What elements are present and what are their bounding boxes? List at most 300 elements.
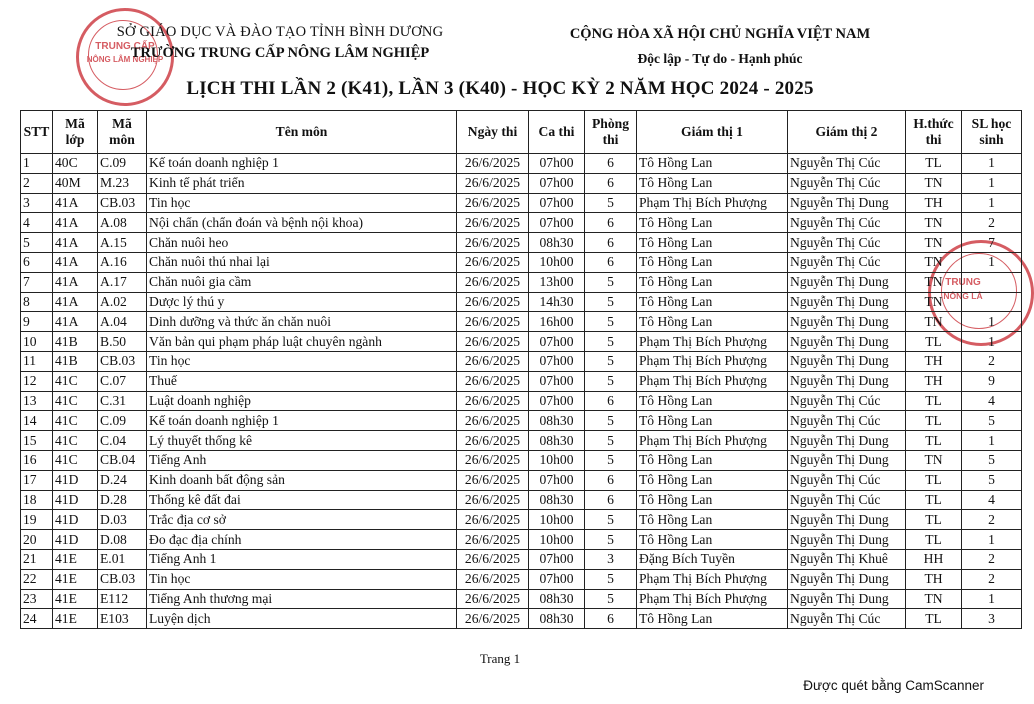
col-header-stt: STT (21, 111, 53, 154)
cell-subject-code: A.08 (98, 213, 147, 233)
cell-exam-date: 26/6/2025 (457, 450, 529, 470)
cell-proctor-1: Tô Hồng Lan (637, 312, 788, 332)
col-header-student-count: SL học sinh (962, 111, 1022, 154)
cell-proctor-2: Nguyễn Thị Dung (788, 431, 906, 451)
page-number: Trang 1 (479, 651, 521, 666)
cell-student-count: 1 (962, 173, 1022, 193)
cell-stt: 22 (21, 569, 53, 589)
cell-stt: 24 (21, 609, 53, 629)
cell-subject-name: Chăn nuôi gia cầm (147, 272, 457, 292)
cell-student-count: 2 (962, 549, 1022, 569)
cell-room: 5 (585, 569, 637, 589)
table-row (21, 470, 1022, 490)
cell-subject-name: Tiếng Anh (147, 450, 457, 470)
cell-subject-name: Chăn nuôi thú nhai lại (147, 252, 457, 272)
seal-right-text-1: TRUNG (945, 277, 981, 288)
cell-proctor-1: Tô Hồng Lan (637, 213, 788, 233)
cell-proctor-1: Tô Hồng Lan (637, 470, 788, 490)
cell-exam-format: TN (906, 233, 962, 253)
cell-session: 16h00 (529, 312, 585, 332)
table-row (21, 272, 1022, 292)
cell-student-count: 1 (962, 589, 1022, 609)
table-row (21, 450, 1022, 470)
cell-proctor-2: Nguyễn Thị Dung (788, 351, 906, 371)
cell-class-code: 41E (53, 609, 98, 629)
cell-subject-name: Văn bản qui phạm pháp luật chuyên ngành (147, 332, 457, 352)
cell-subject-code: CB.03 (98, 351, 147, 371)
cell-subject-name: Tin học (147, 351, 457, 371)
cell-room: 5 (585, 312, 637, 332)
cell-student-count: 5 (962, 411, 1022, 431)
cell-proctor-1: Tô Hồng Lan (637, 609, 788, 629)
cell-student-count: 7 (962, 233, 1022, 253)
table-body (21, 154, 1022, 629)
cell-room: 6 (585, 233, 637, 253)
cell-proctor-1: Tô Hồng Lan (637, 173, 788, 193)
cell-class-code: 41A (53, 193, 98, 213)
cell-room: 6 (585, 470, 637, 490)
cell-subject-code: CB.03 (98, 569, 147, 589)
cell-exam-date: 26/6/2025 (457, 252, 529, 272)
cell-room: 6 (585, 609, 637, 629)
cell-subject-name: Dược lý thú y (147, 292, 457, 312)
cell-stt: 13 (21, 391, 53, 411)
table-header-row (21, 111, 1022, 154)
table-row (21, 391, 1022, 411)
cell-subject-code: A.02 (98, 292, 147, 312)
cell-class-code: 41C (53, 411, 98, 431)
cell-student-count (962, 292, 1022, 312)
cell-exam-format: TL (906, 609, 962, 629)
cell-student-count: 1 (962, 431, 1022, 451)
cell-stt: 16 (21, 450, 53, 470)
table-row (21, 252, 1022, 272)
cell-exam-format: TL (906, 530, 962, 550)
table-row (21, 312, 1022, 332)
cell-proctor-1: Phạm Thị Bích Phượng (637, 332, 788, 352)
cell-proctor-1: Tô Hồng Lan (637, 154, 788, 174)
cell-room: 5 (585, 411, 637, 431)
cell-subject-name: Đo đạc địa chính (147, 530, 457, 550)
cell-class-code: 41E (53, 589, 98, 609)
cell-subject-code: B.50 (98, 332, 147, 352)
cell-exam-format: TN (906, 292, 962, 312)
cell-subject-name: Tin học (147, 569, 457, 589)
cell-proctor-1: Tô Hồng Lan (637, 252, 788, 272)
table-row (21, 351, 1022, 371)
cell-exam-format: TL (906, 490, 962, 510)
cell-subject-code: D.28 (98, 490, 147, 510)
cell-subject-name: Tiếng Anh thương mại (147, 589, 457, 609)
cell-subject-code: CB.03 (98, 193, 147, 213)
cell-exam-format: TN (906, 589, 962, 609)
cell-student-count: 5 (962, 470, 1022, 490)
cell-room: 3 (585, 549, 637, 569)
cell-stt: 14 (21, 411, 53, 431)
cell-exam-format: TL (906, 510, 962, 530)
table-row (21, 490, 1022, 510)
cell-class-code: 40M (53, 173, 98, 193)
cell-exam-date: 26/6/2025 (457, 213, 529, 233)
col-header-room: Phòng thi (585, 111, 637, 154)
cell-subject-name: Luật doanh nghiệp (147, 391, 457, 411)
cell-proctor-1: Phạm Thị Bích Phượng (637, 193, 788, 213)
cell-subject-name: Lý thuyết thống kê (147, 431, 457, 451)
table-row (21, 609, 1022, 629)
agency-header (70, 24, 490, 62)
table-row (21, 193, 1022, 213)
cell-proctor-1: Phạm Thị Bích Phượng (637, 351, 788, 371)
cell-student-count: 2 (962, 569, 1022, 589)
cell-student-count: 1 (962, 530, 1022, 550)
cell-student-count: 2 (962, 213, 1022, 233)
cell-subject-name: Luyện dịch (147, 609, 457, 629)
cell-stt: 10 (21, 332, 53, 352)
cell-stt: 20 (21, 530, 53, 550)
cell-exam-date: 26/6/2025 (457, 173, 529, 193)
cell-subject-name: Thống kê đất đai (147, 490, 457, 510)
country-name: CỘNG HÒA XÃ HỘI CHỦ NGHĨA VIỆT NAM (569, 26, 871, 42)
cell-class-code: 41E (53, 569, 98, 589)
cell-subject-code: A.17 (98, 272, 147, 292)
cell-proctor-2: Nguyễn Thị Dung (788, 569, 906, 589)
cell-student-count: 5 (962, 450, 1022, 470)
cell-exam-date: 26/6/2025 (457, 292, 529, 312)
cell-exam-date: 26/6/2025 (457, 272, 529, 292)
cell-exam-date: 26/6/2025 (457, 391, 529, 411)
cell-student-count: 1 (962, 193, 1022, 213)
cell-proctor-2: Nguyễn Thị Dung (788, 450, 906, 470)
col-header-exam-format: H.thức thi (906, 111, 962, 154)
cell-subject-code: A.15 (98, 233, 147, 253)
cell-session: 07h00 (529, 213, 585, 233)
seal-text-1: TRUNG CẤP (95, 41, 155, 52)
col-header-subject-code: Mã môn (98, 111, 147, 154)
cell-room: 5 (585, 450, 637, 470)
cell-stt: 12 (21, 371, 53, 391)
col-header-exam-date: Ngày thi (457, 111, 529, 154)
cell-proctor-2: Nguyễn Thị Dung (788, 193, 906, 213)
cell-student-count: 2 (962, 351, 1022, 371)
cell-session: 07h00 (529, 332, 585, 352)
cell-exam-date: 26/6/2025 (457, 470, 529, 490)
national-motto: Độc lập - Tự do - Hạnh phúc (637, 51, 803, 66)
cell-room: 6 (585, 154, 637, 174)
cell-exam-format: TL (906, 431, 962, 451)
table-row (21, 292, 1022, 312)
cell-subject-name: Kinh doanh bất động sản (147, 470, 457, 490)
cell-session: 07h00 (529, 351, 585, 371)
cell-session: 08h30 (529, 609, 585, 629)
cell-session: 13h00 (529, 272, 585, 292)
cell-student-count: 1 (962, 154, 1022, 174)
department-name: SỞ GIÁO DỤC VÀ ĐÀO TẠO TỈNH BÌNH DƯƠNG (116, 24, 444, 40)
cell-proctor-2: Nguyễn Thị Cúc (788, 213, 906, 233)
cell-proctor-1: Tô Hồng Lan (637, 292, 788, 312)
national-header (540, 26, 900, 67)
cell-subject-name: Dinh dưỡng và thức ăn chăn nuôi (147, 312, 457, 332)
cell-class-code: 41B (53, 351, 98, 371)
table-row (21, 154, 1022, 174)
cell-proctor-2: Nguyễn Thị Khuê (788, 549, 906, 569)
cell-class-code: 41A (53, 312, 98, 332)
cell-stt: 8 (21, 292, 53, 312)
cell-proctor-2: Nguyễn Thị Cúc (788, 609, 906, 629)
cell-subject-name: Kế toán doanh nghiệp 1 (147, 154, 457, 174)
cell-session: 08h30 (529, 431, 585, 451)
cell-proctor-1: Tô Hồng Lan (637, 510, 788, 530)
cell-subject-name: Nội chẩn (chẩn đoán và bệnh nội khoa) (147, 213, 457, 233)
cell-student-count: 2 (962, 510, 1022, 530)
cell-proctor-2: Nguyễn Thị Cúc (788, 252, 906, 272)
cell-subject-code: E112 (98, 589, 147, 609)
cell-exam-format: TH (906, 371, 962, 391)
table-row (21, 332, 1022, 352)
cell-class-code: 41D (53, 530, 98, 550)
cell-proctor-2: Nguyễn Thị Cúc (788, 391, 906, 411)
cell-exam-date: 26/6/2025 (457, 351, 529, 371)
cell-subject-code: C.09 (98, 154, 147, 174)
cell-exam-date: 26/6/2025 (457, 609, 529, 629)
cell-proctor-2: Nguyễn Thị Dung (788, 272, 906, 292)
cell-session: 08h30 (529, 233, 585, 253)
cell-subject-name: Trắc địa cơ sở (147, 510, 457, 530)
cell-subject-code: C.04 (98, 431, 147, 451)
cell-stt: 9 (21, 312, 53, 332)
table-row (21, 173, 1022, 193)
cell-room: 6 (585, 173, 637, 193)
cell-class-code: 41A (53, 233, 98, 253)
cell-room: 5 (585, 351, 637, 371)
cell-class-code: 41D (53, 510, 98, 530)
cell-stt: 19 (21, 510, 53, 530)
cell-proctor-2: Nguyễn Thị Dung (788, 510, 906, 530)
cell-proctor-2: Nguyễn Thị Cúc (788, 173, 906, 193)
cell-stt: 15 (21, 431, 53, 451)
cell-proctor-2: Nguyễn Thị Dung (788, 371, 906, 391)
cell-exam-date: 26/6/2025 (457, 371, 529, 391)
cell-class-code: 41C (53, 431, 98, 451)
school-name: TRƯỜNG TRUNG CẤP NÔNG LÂM NGHIỆP (130, 45, 430, 61)
cell-proctor-2: Nguyễn Thị Dung (788, 332, 906, 352)
cell-subject-name: Tiếng Anh 1 (147, 549, 457, 569)
cell-proctor-1: Tô Hồng Lan (637, 530, 788, 550)
cell-exam-date: 26/6/2025 (457, 510, 529, 530)
cell-room: 5 (585, 332, 637, 352)
cell-exam-date: 26/6/2025 (457, 233, 529, 253)
cell-room: 5 (585, 272, 637, 292)
cell-stt: 2 (21, 173, 53, 193)
cell-room: 5 (585, 589, 637, 609)
cell-session: 07h00 (529, 549, 585, 569)
cell-stt: 18 (21, 490, 53, 510)
cell-proctor-1: Phạm Thị Bích Phượng (637, 371, 788, 391)
cell-proctor-2: Nguyễn Thị Dung (788, 312, 906, 332)
cell-session: 07h00 (529, 569, 585, 589)
cell-class-code: 41A (53, 213, 98, 233)
cell-room: 6 (585, 391, 637, 411)
cell-session: 07h00 (529, 173, 585, 193)
cell-stt: 11 (21, 351, 53, 371)
cell-session: 07h00 (529, 154, 585, 174)
cell-proctor-2: Nguyễn Thị Dung (788, 530, 906, 550)
cell-room: 5 (585, 530, 637, 550)
cell-student-count: 9 (962, 371, 1022, 391)
cell-subject-code: C.09 (98, 411, 147, 431)
cell-room: 6 (585, 213, 637, 233)
exam-schedule-table (20, 110, 1022, 629)
cell-proctor-1: Tô Hồng Lan (637, 272, 788, 292)
cell-proctor-1: Phạm Thị Bích Phượng (637, 569, 788, 589)
cell-session: 10h00 (529, 530, 585, 550)
cell-student-count: 4 (962, 490, 1022, 510)
cell-proctor-2: Nguyễn Thị Cúc (788, 411, 906, 431)
cell-exam-format: TL (906, 391, 962, 411)
table-row (21, 213, 1022, 233)
cell-exam-format: TN (906, 173, 962, 193)
table-row (21, 569, 1022, 589)
cell-room: 5 (585, 510, 637, 530)
table-row (21, 411, 1022, 431)
cell-subject-code: D.03 (98, 510, 147, 530)
cell-room: 6 (585, 252, 637, 272)
cell-student-count: 1 (962, 252, 1022, 272)
cell-session: 14h30 (529, 292, 585, 312)
col-header-proctor-1: Giám thị 1 (637, 111, 788, 154)
cell-exam-format: TL (906, 411, 962, 431)
cell-exam-format: TH (906, 193, 962, 213)
cell-subject-code: D.08 (98, 530, 147, 550)
cell-subject-code: CB.04 (98, 450, 147, 470)
cell-session: 10h00 (529, 510, 585, 530)
col-header-session: Ca thi (529, 111, 585, 154)
seal-right-text-2: NÔNG LÂ (943, 291, 983, 301)
cell-proctor-2: Nguyễn Thị Cúc (788, 154, 906, 174)
cell-exam-format: TL (906, 470, 962, 490)
cell-class-code: 41D (53, 490, 98, 510)
cell-exam-format: TL (906, 332, 962, 352)
cell-exam-date: 26/6/2025 (457, 312, 529, 332)
cell-proctor-1: Tô Hồng Lan (637, 233, 788, 253)
cell-class-code: 41A (53, 292, 98, 312)
cell-proctor-2: Nguyễn Thị Dung (788, 589, 906, 609)
cell-session: 07h00 (529, 193, 585, 213)
cell-exam-date: 26/6/2025 (457, 530, 529, 550)
cell-stt: 5 (21, 233, 53, 253)
cell-proctor-2: Nguyễn Thị Dung (788, 292, 906, 312)
table-row (21, 530, 1022, 550)
cell-exam-format: TN (906, 450, 962, 470)
cell-class-code: 41A (53, 252, 98, 272)
document-title: LỊCH THI LẦN 2 (K41), LẦN 3 (K40) - HỌC KỲ 2 NĂM HỌC 2024 - 2025 (186, 78, 814, 99)
cell-proctor-1: Phạm Thị Bích Phượng (637, 589, 788, 609)
table-row (21, 549, 1022, 569)
cell-exam-format: TN (906, 312, 962, 332)
cell-student-count: 1 (962, 332, 1022, 352)
cell-room: 5 (585, 292, 637, 312)
cell-stt: 3 (21, 193, 53, 213)
cell-proctor-2: Nguyễn Thị Cúc (788, 233, 906, 253)
seal-text-2: NÔNG LÂM NGHIỆP (86, 55, 164, 64)
cell-session: 10h00 (529, 450, 585, 470)
col-header-class-code: Mã lớp (53, 111, 98, 154)
cell-subject-name: Tin học (147, 193, 457, 213)
cell-stt: 21 (21, 549, 53, 569)
cell-exam-date: 26/6/2025 (457, 431, 529, 451)
cell-proctor-1: Tô Hồng Lan (637, 411, 788, 431)
cell-exam-date: 26/6/2025 (457, 490, 529, 510)
cell-class-code: 41C (53, 371, 98, 391)
scanner-watermark: Được quét bằng CamScanner (803, 678, 984, 693)
cell-session: 08h30 (529, 411, 585, 431)
cell-subject-code: D.24 (98, 470, 147, 490)
cell-exam-date: 26/6/2025 (457, 193, 529, 213)
cell-subject-name: Chăn nuôi heo (147, 233, 457, 253)
cell-exam-format: TH (906, 569, 962, 589)
cell-exam-format: TN (906, 213, 962, 233)
cell-stt: 17 (21, 470, 53, 490)
cell-room: 5 (585, 193, 637, 213)
cell-subject-code: C.31 (98, 391, 147, 411)
cell-student-count: 3 (962, 609, 1022, 629)
cell-session: 08h30 (529, 490, 585, 510)
cell-class-code: 41A (53, 272, 98, 292)
cell-stt: 7 (21, 272, 53, 292)
cell-exam-date: 26/6/2025 (457, 589, 529, 609)
cell-exam-format: HH (906, 549, 962, 569)
cell-session: 07h00 (529, 391, 585, 411)
cell-exam-date: 26/6/2025 (457, 549, 529, 569)
cell-exam-date: 26/6/2025 (457, 332, 529, 352)
cell-subject-name: Thuế (147, 371, 457, 391)
cell-subject-code: E.01 (98, 549, 147, 569)
cell-class-code: 41E (53, 549, 98, 569)
cell-stt: 4 (21, 213, 53, 233)
col-header-proctor-2: Giám thị 2 (788, 111, 906, 154)
cell-room: 6 (585, 490, 637, 510)
cell-subject-code: E103 (98, 609, 147, 629)
cell-session: 07h00 (529, 470, 585, 490)
table-row (21, 233, 1022, 253)
cell-student-count: 4 (962, 391, 1022, 411)
cell-proctor-1: Tô Hồng Lan (637, 490, 788, 510)
cell-subject-code: M.23 (98, 173, 147, 193)
cell-session: 07h00 (529, 371, 585, 391)
cell-class-code: 41C (53, 391, 98, 411)
cell-room: 5 (585, 431, 637, 451)
cell-proctor-1: Tô Hồng Lan (637, 450, 788, 470)
cell-subject-code: A.04 (98, 312, 147, 332)
cell-exam-format: TN (906, 252, 962, 272)
cell-student-count: 1 (962, 312, 1022, 332)
cell-subject-name: Kế toán doanh nghiệp 1 (147, 411, 457, 431)
col-header-subject-name: Tên môn (147, 111, 457, 154)
cell-class-code: 41D (53, 470, 98, 490)
cell-proctor-2: Nguyễn Thị Cúc (788, 490, 906, 510)
cell-subject-code: C.07 (98, 371, 147, 391)
cell-proctor-1: Tô Hồng Lan (637, 391, 788, 411)
cell-proctor-2: Nguyễn Thị Cúc (788, 470, 906, 490)
table-row (21, 431, 1022, 451)
cell-proctor-1: Phạm Thị Bích Phượng (637, 431, 788, 451)
table-row (21, 589, 1022, 609)
cell-subject-code: A.16 (98, 252, 147, 272)
cell-proctor-1: Đặng Bích Tuyền (637, 549, 788, 569)
cell-class-code: 41C (53, 450, 98, 470)
cell-exam-format: TN (906, 272, 962, 292)
cell-exam-date: 26/6/2025 (457, 569, 529, 589)
table-row (21, 371, 1022, 391)
